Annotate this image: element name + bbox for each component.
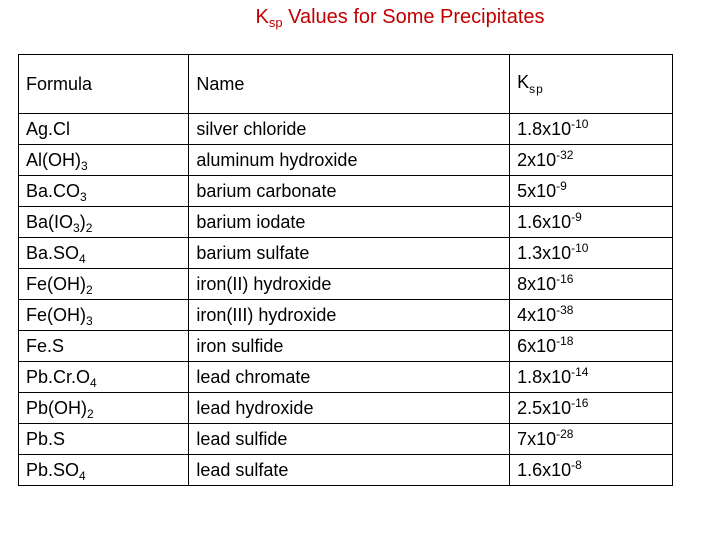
cell-ksp: [510, 176, 673, 207]
formula-text: Ba.CO: [26, 180, 81, 201]
ksp-base: 7x10: [517, 428, 557, 449]
formula-text: Pb.Cr.O: [26, 366, 91, 387]
table-row: [19, 145, 673, 176]
cell-ksp: [510, 331, 673, 362]
header-ksp-k: K: [517, 72, 530, 92]
ksp-base: 1.6x10: [517, 459, 572, 480]
header-formula: Formula: [19, 55, 189, 114]
cell-ksp: [510, 300, 673, 331]
cell-name: barium carbonate: [189, 176, 510, 207]
cell-name: lead sulfate: [189, 455, 510, 486]
table-row: [19, 393, 673, 424]
table-row: [19, 207, 673, 238]
formula-text: ): [79, 211, 86, 232]
cell-ksp: [510, 238, 673, 269]
cell-formula: [19, 300, 189, 331]
cell-formula: [19, 393, 189, 424]
table-row: [19, 238, 673, 269]
formula-text: Ba.SO: [26, 242, 80, 263]
formula-subscript: 2: [85, 220, 93, 235]
ksp-base: 2x10: [517, 149, 557, 170]
cell-name: iron(II) hydroxide: [189, 269, 510, 300]
cell-ksp: [510, 362, 673, 393]
header-ksp-subscript: sp: [529, 82, 544, 96]
cell-name: barium sulfate: [189, 238, 510, 269]
formula-text: Fe(OH): [26, 304, 86, 325]
cell-formula: [19, 238, 189, 269]
cell-formula: [19, 207, 189, 238]
ksp-exponent: -8: [571, 457, 582, 472]
cell-formula: [19, 362, 189, 393]
formula-text: Ag.Cl: [26, 118, 71, 139]
cell-name: aluminum hydroxide: [189, 145, 510, 176]
ksp-exponent: -9: [571, 209, 582, 224]
title-sp-subscript: sp: [268, 15, 283, 30]
table-row: [19, 455, 673, 486]
cell-formula: [19, 176, 189, 207]
ksp-exponent: -18: [556, 333, 574, 348]
formula-text: Pb.SO: [26, 459, 80, 480]
formula-subscript: 3: [81, 158, 88, 173]
ksp-exponent: -28: [556, 426, 574, 441]
formula-subscript: 3: [73, 220, 80, 235]
ksp-base: 8x10: [517, 273, 557, 294]
cell-name: lead sulfide: [189, 424, 510, 455]
page-title: [0, 6, 720, 30]
ksp-exponent: -16: [571, 395, 589, 410]
formula-subscript: 2: [86, 282, 93, 297]
table-row: [19, 300, 673, 331]
cell-ksp: [510, 114, 673, 145]
ksp-base: 1.8x10: [517, 366, 572, 387]
title-k: K: [255, 6, 269, 28]
ksp-base: 1.3x10: [517, 242, 572, 263]
cell-name: silver chloride: [189, 114, 510, 145]
cell-name: barium iodate: [189, 207, 510, 238]
ksp-base: 1.8x10: [517, 118, 572, 139]
formula-subscript: 3: [86, 313, 93, 328]
formula-text: Fe(OH): [26, 273, 86, 294]
formula-text: Al(OH): [26, 149, 81, 170]
ksp-base: 1.6x10: [517, 211, 572, 232]
ksp-base: 4x10: [517, 304, 557, 325]
cell-name: iron sulfide: [189, 331, 510, 362]
formula-subscript: 4: [79, 251, 86, 266]
cell-formula: [19, 331, 189, 362]
formula-subscript: 2: [87, 406, 94, 421]
table-row: [19, 424, 673, 455]
cell-formula: [19, 424, 189, 455]
ksp-exponent: -10: [571, 240, 589, 255]
ksp-exponent: -14: [571, 364, 589, 379]
ksp-exponent: -16: [556, 271, 574, 286]
cell-formula: [19, 114, 189, 145]
ksp-base: 6x10: [517, 335, 557, 356]
table-row: [19, 269, 673, 300]
formula-subscript: 4: [90, 375, 97, 390]
cell-ksp: [510, 269, 673, 300]
ksp-exponent: -9: [556, 178, 567, 193]
cell-name: lead hydroxide: [189, 393, 510, 424]
cell-formula: [19, 269, 189, 300]
formula-subscript: 3: [80, 189, 87, 204]
formula-text: Pb(OH): [26, 397, 88, 418]
cell-ksp: [510, 424, 673, 455]
ksp-base: 5x10: [517, 180, 557, 201]
cell-ksp: [510, 393, 673, 424]
cell-name: lead chromate: [189, 362, 510, 393]
cell-ksp: [510, 455, 673, 486]
formula-subscript: 4: [79, 468, 86, 483]
cell-ksp: [510, 145, 673, 176]
header-name: Name: [189, 55, 510, 114]
cell-ksp: [510, 207, 673, 238]
ksp-exponent: -38: [556, 302, 574, 317]
title-rest: Values for Some Precipitates: [282, 6, 545, 28]
formula-text: Ba(IO: [26, 211, 74, 232]
header-ksp: [510, 55, 673, 114]
cell-formula: [19, 455, 189, 486]
table-row: [19, 362, 673, 393]
table-row: [19, 114, 673, 145]
formula-text: Fe.S: [26, 335, 65, 356]
ksp-exponent: -10: [571, 116, 589, 131]
ksp-base: 2.5x10: [517, 397, 572, 418]
ksp-exponent: -32: [556, 147, 574, 162]
table-header-row: [19, 55, 673, 114]
table-row: [19, 176, 673, 207]
cell-name: iron(III) hydroxide: [189, 300, 510, 331]
cell-formula: [19, 145, 189, 176]
formula-text: Pb.S: [26, 428, 66, 449]
table-row: [19, 331, 673, 362]
ksp-table: [18, 54, 673, 486]
